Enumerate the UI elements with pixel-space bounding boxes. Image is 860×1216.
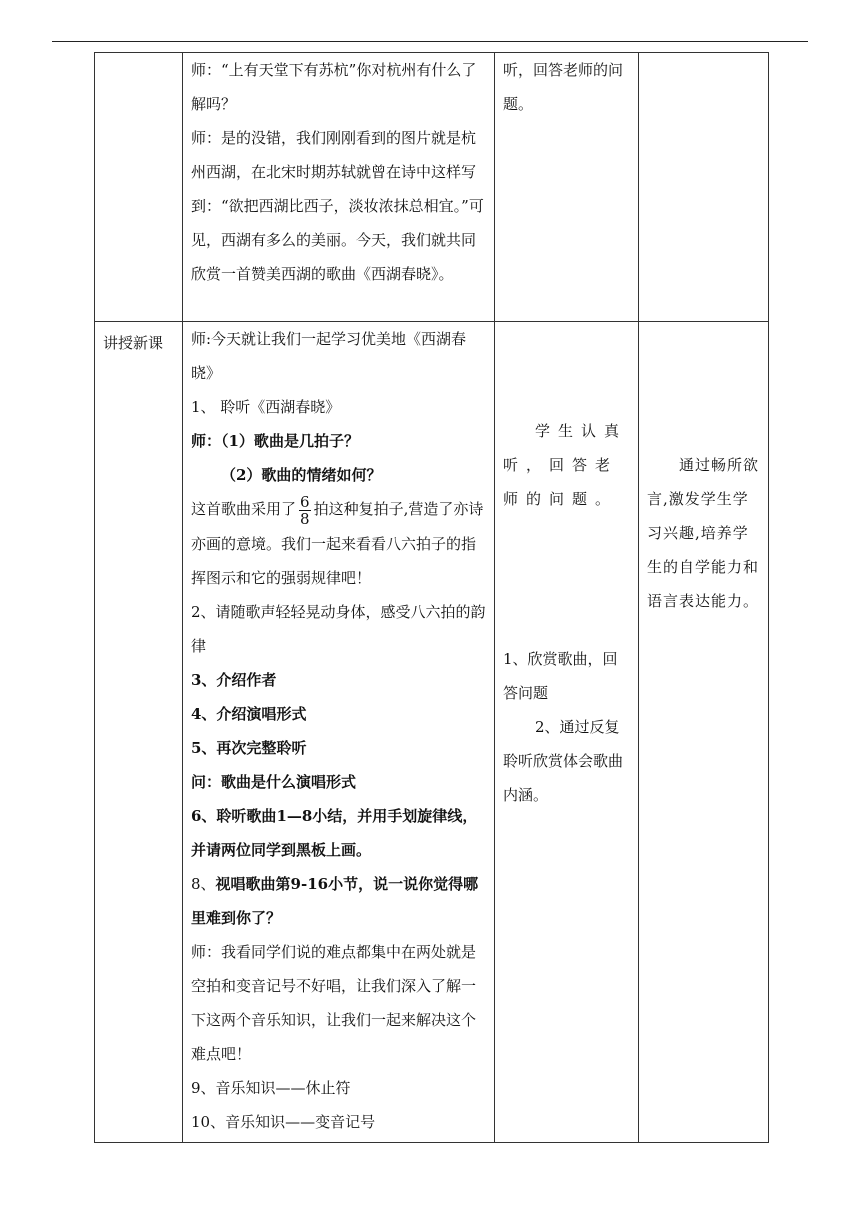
- student-line: 1、欣赏歌曲，回答问题: [503, 650, 618, 702]
- teacher-line: [191, 867, 486, 935]
- student-activity-cell: [495, 322, 639, 1143]
- table-row: [95, 53, 769, 322]
- meter-text-after: 拍这种复拍子,营造了亦诗亦画的意境。我们一起来看看八六拍子的指挥图示和它的强弱规律吧！: [191, 500, 484, 587]
- student-line: 2、通过反复聆听欣赏体会歌曲内涵。: [503, 718, 624, 804]
- meter-text-before: 这首歌曲采用了: [191, 500, 297, 518]
- teacher-line: 3、介绍作者: [191, 670, 277, 689]
- lesson-plan-table: [94, 52, 769, 1143]
- stage-cell: [95, 53, 183, 322]
- design-intent-cell: [639, 322, 769, 1143]
- teacher-activity-cell: [183, 53, 495, 322]
- stage-cell: [95, 322, 183, 1143]
- time-signature-fraction: [299, 494, 311, 527]
- fraction-denominator: 8: [300, 509, 310, 528]
- question-line: 问：歌曲是什么演唱形式: [191, 772, 357, 791]
- student-line: 听，回答老师的问题。: [503, 61, 624, 113]
- item8-number: 8、: [191, 874, 216, 893]
- question-line: 师：（1）歌曲是几拍子？: [191, 432, 359, 450]
- intent-text: 通过畅所欲言,激发学生学习兴趣,培养学生的自学能力和语言表达能力。: [647, 456, 760, 610]
- stage-label: 讲授新课: [103, 334, 164, 352]
- teacher-line: 5、再次完整聆听: [191, 738, 307, 757]
- question-line: （2）歌曲的情绪如何？: [221, 466, 382, 484]
- meter-paragraph: [191, 492, 486, 595]
- teacher-line: 1、 聆听《西湖春晓》: [191, 398, 341, 416]
- table-row: [95, 322, 769, 1143]
- teacher-line: 6、聆听歌曲1—8小结，并用手划旋律线，并请两位同学到黑板上画。: [191, 806, 478, 859]
- teacher-line: 4、介绍演唱形式: [191, 704, 307, 723]
- item8-text: 视唱歌曲第9-16小节，说一说你觉得哪里难到你了？: [191, 874, 479, 927]
- stage-label: [103, 53, 174, 57]
- teacher-line: 10、音乐知识——变音记号: [191, 1112, 376, 1131]
- student-activity-cell: [495, 53, 639, 322]
- teacher-line: 9、音乐知识——休止符: [191, 1078, 351, 1097]
- teacher-line: 2、请随歌声轻轻晃动身体，感受八六拍的韵律: [191, 602, 486, 655]
- fraction-numerator: 6: [300, 492, 310, 511]
- header-rule: [52, 41, 808, 42]
- teacher-line: 师：是的没错，我们刚刚看到的图片就是杭州西湖，在北宋时期苏轼就曾在诗中这样写到：“欲把西湖比西子，淡妆浓抹总相宜。”可见，西湖有多么的美丽。今天，我们就共同欣赏一首赞美西湖的歌曲《西湖春晓》。: [191, 129, 484, 283]
- teacher-line: 师：我看同学们说的难点都集中在两处就是空拍和变音记号不好唱，让我们深入了解一下这两个音乐知识，让我们一起来解决这个难点吧！: [191, 942, 477, 1063]
- teacher-line: 师：“上有天堂下有苏杭”你对杭州有什么了解吗？: [191, 61, 477, 113]
- teacher-line: 师:今天就让我们一起学习优美地《西湖春晓》: [191, 330, 467, 382]
- student-line: 学生认真听，回答老师的问题。: [503, 422, 628, 508]
- design-intent-cell: [639, 53, 769, 322]
- teacher-activity-cell: [183, 322, 495, 1143]
